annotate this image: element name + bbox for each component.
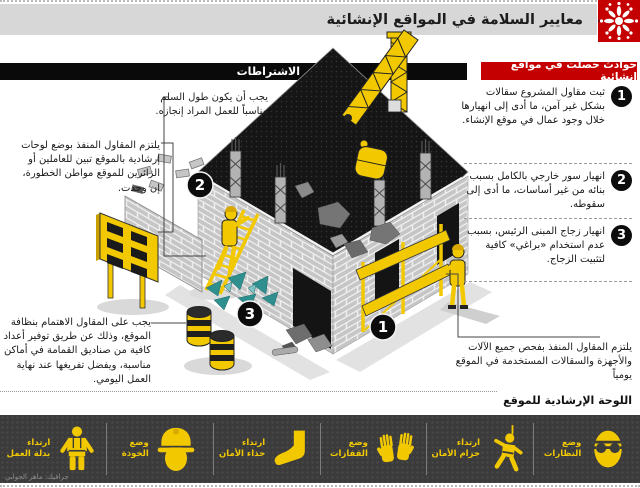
- marker-scaffold: [370, 314, 396, 340]
- ppe-label: ارتداء حذاء الأمان: [219, 437, 266, 459]
- gloves-icon: [373, 425, 417, 473]
- dashed-divider: [464, 281, 632, 282]
- ppe-item-harness: [427, 415, 533, 483]
- requirement-cleanliness: يجب على المقاول الاهتمام بنظافة الموقع، وذلك عن طريق توفير أعداد كافية من صناديق القمامة في أماكن مناسبة، ويفضل تفريغها عند نهاية العمل اليومي.: [3, 317, 151, 385]
- accident-number-badge: 1: [611, 86, 632, 107]
- ppe-signboard-bar: [0, 415, 640, 483]
- ppe-label: وضع القفازات: [329, 437, 368, 459]
- dotted-rule: [0, 391, 497, 392]
- requirement-signboards: يلتزم المقاول المنفذ بوضع لوحات إرشادية بالموقع تبين للعاملين أو الزائرين للموقع مواطن الخطورة، إن وجدت.: [21, 140, 160, 194]
- daily-inspection-note: يلتزم المقاول المنفذ بفحص جميع الآلات والأجهزة والسقالات المستخدمة في الموقع يومياً: [455, 342, 632, 382]
- accident-item-2: [460, 170, 632, 212]
- vertical-divider: [213, 423, 214, 475]
- ppe-label: وضع الخوذة: [121, 437, 149, 459]
- helmet-icon: [154, 425, 198, 473]
- accident-text: انهيار زجاج المبنى الرئيس، بسبب عدم استخدام «براغي» كافية لتثبيت الزجاج.: [467, 226, 605, 265]
- dashed-divider: [464, 163, 632, 164]
- newspaper-logo-icon: [598, 0, 640, 42]
- dashed-divider: [464, 218, 632, 219]
- svg-text:1: 1: [377, 318, 389, 336]
- ppe-item-helmet: [107, 415, 213, 483]
- ppe-item-goggles: [534, 415, 640, 483]
- svg-text:2: 2: [194, 176, 206, 194]
- vertical-divider: [533, 423, 534, 475]
- accident-text: انهيار سور خارجي بالكامل بسبب بنائه من غير أساسات، ما أدى إلى سقوطه.: [466, 171, 605, 210]
- crane-load: [353, 145, 389, 181]
- vertical-divider: [426, 423, 427, 475]
- work-suit-icon: [55, 425, 99, 473]
- ppe-label: ارتداء حزام الأمان: [431, 437, 480, 459]
- marker-wall: [187, 172, 213, 198]
- accident-number-badge: 2: [611, 170, 632, 191]
- accidents-header-label: حوادث حصلت في مواقع إنشائية: [510, 59, 637, 83]
- ppe-label: ارتداء بدلة العمل: [6, 437, 51, 459]
- requirement-ladder: يجب أن يكون طول السلم مناسباً للعمل المراد إنجازه.: [155, 92, 268, 118]
- signboard-section-title: اللوحة الإرشادية للموقع: [503, 394, 632, 407]
- goggles-icon: [586, 425, 630, 473]
- accident-item-1: [460, 86, 632, 128]
- safety-harness-icon: [485, 425, 529, 473]
- vertical-divider: [106, 423, 107, 475]
- accident-item-3: [460, 225, 632, 267]
- graphic-credit: جرافيك: ماهر الجوابي: [5, 473, 69, 481]
- marker-glass: [237, 301, 263, 327]
- page-title: معايير السلامة في المواقع الإنشائية: [326, 11, 583, 28]
- accident-number-badge: 3: [611, 225, 632, 246]
- ppe-label: وضع النظارات: [543, 437, 582, 459]
- crane-cab: [388, 100, 401, 112]
- ppe-item-gloves: [321, 415, 427, 483]
- svg-text:3: 3: [244, 305, 256, 323]
- safety-boot-icon: [270, 425, 314, 473]
- requirements-header-label: الاشتراطات: [236, 65, 300, 78]
- ppe-item-boot: [214, 415, 320, 483]
- vertical-divider: [320, 423, 321, 475]
- accident-text: ثبت مقاول المشروع سقالات بشكل غير آمن، ما أدى إلى انهيارها خلال وجود عمال في موقع الإنشاء.: [461, 87, 605, 126]
